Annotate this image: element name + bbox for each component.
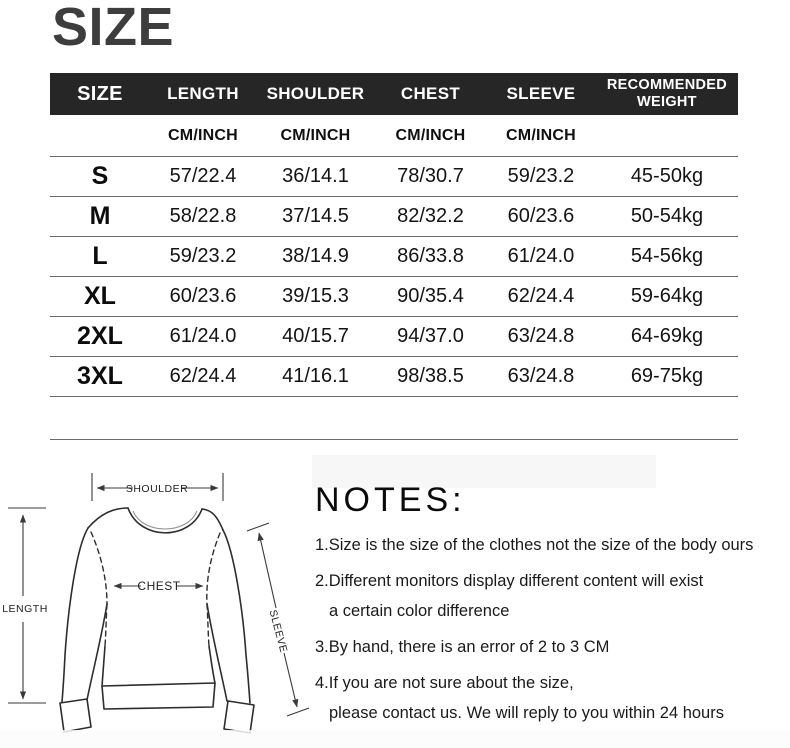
size-label: M: [89, 202, 111, 230]
measurement-cell: 39/15.3: [282, 285, 349, 307]
measurement-cell: 59-64kg: [630, 285, 704, 307]
measurement-cell: 63/24.8: [507, 325, 575, 347]
note-item-2: [315, 570, 787, 622]
bottom-fade-strip: [0, 730, 790, 748]
sleeve-dimension-label: SLEEVE: [266, 608, 290, 654]
measurement-cell: 64-69kg: [630, 325, 704, 347]
measurement-cell: 82/32.2: [397, 205, 464, 227]
measurement-cell: 90/35.4: [397, 285, 464, 307]
measurement-cell: 86/33.8: [397, 245, 464, 267]
column-header-0: SIZE: [77, 82, 123, 105]
table-row-M: [50, 197, 738, 237]
measurement-cell: 78/30.7: [397, 165, 464, 187]
size-table-empty-row: [50, 397, 738, 440]
unit-cell-1: CM/INCH: [168, 126, 238, 144]
measurement-cell: 59/23.2: [169, 245, 237, 267]
size-table-header-row: [50, 73, 738, 115]
table-row-3XL: [50, 357, 738, 397]
table-row-2XL: [50, 317, 738, 357]
size-label: S: [91, 162, 109, 190]
table-row-L: [50, 237, 738, 277]
note-line: 4.If you are not sure about the size,: [315, 674, 574, 692]
size-label: 2XL: [77, 322, 123, 350]
measurement-cell: 54-56kg: [630, 245, 704, 267]
measurement-cell: 41/16.1: [282, 365, 349, 387]
size-label: 3XL: [77, 362, 123, 390]
notes-section: [315, 478, 787, 738]
note-item-4: [315, 672, 787, 724]
sweatshirt-outline: [60, 508, 254, 733]
size-table-body: [50, 157, 738, 397]
note-line: a certain color difference: [329, 602, 510, 620]
shoulder-dimension-label: SHOULDER: [125, 483, 189, 495]
note-line: 1.Size is the size of the clothes not the size of the body ours: [315, 536, 754, 554]
measurement-cell: 60/23.6: [169, 285, 237, 307]
measurement-cell: 40/15.7: [282, 325, 349, 347]
measurement-cell: 61/24.0: [169, 325, 237, 347]
unit-cell-2: CM/INCH: [280, 126, 351, 144]
table-row-XL: [50, 277, 738, 317]
column-header-4: SLEEVE: [506, 84, 576, 103]
measurement-cell: 50-54kg: [630, 205, 704, 227]
chest-dimension-label: CHEST: [137, 579, 181, 593]
note-line: 3.By hand, there is an error of 2 to 3 CM: [315, 638, 610, 656]
measurement-cell: 59/23.2: [507, 165, 575, 187]
size-label: L: [92, 242, 108, 270]
measurement-cell: 58/22.8: [169, 205, 237, 227]
measurement-cell: 38/14.9: [282, 245, 349, 267]
notes-list: [315, 534, 787, 724]
column-header-1: LENGTH: [167, 84, 239, 103]
measurement-cell: 63/24.8: [507, 365, 575, 387]
measurement-cell: 69-75kg: [630, 365, 704, 387]
garment-diagram: [0, 450, 320, 748]
column-header-5: RECOMMENDED WEIGHT: [606, 77, 727, 110]
measurement-cell: 37/14.5: [282, 205, 349, 227]
size-label: XL: [84, 282, 116, 310]
measurement-cell: 94/37.0: [397, 325, 464, 347]
measurement-cell: 62/24.4: [169, 365, 237, 387]
note-line: 2.Different monitors display different content will exist: [315, 572, 704, 590]
measurement-cell: 98/38.5: [397, 365, 464, 387]
page-title: SIZE: [52, 0, 175, 57]
note-item-1: [315, 534, 787, 556]
table-row-S: [50, 157, 738, 197]
size-table-unit-row: [50, 115, 738, 157]
unit-cell-3: CM/INCH: [395, 126, 466, 144]
measurement-cell: 60/23.6: [507, 205, 575, 227]
length-dimension-label: LENGTH: [2, 603, 48, 615]
measurement-cell: 62/24.4: [507, 285, 575, 307]
size-table: [50, 73, 738, 440]
note-item-3: [315, 636, 787, 658]
column-header-2: SHOULDER: [266, 84, 365, 103]
column-header-3: CHEST: [400, 84, 461, 103]
notes-heading: NOTES:: [315, 481, 466, 519]
measurement-cell: 36/14.1: [282, 165, 349, 187]
note-line: please contact us. We will reply to you within 24 hours: [329, 704, 724, 722]
measurement-cell: 57/22.4: [169, 165, 237, 187]
unit-cell-4: CM/INCH: [506, 126, 576, 144]
measurement-cell: 61/24.0: [507, 245, 575, 267]
measurement-cell: 45-50kg: [630, 165, 704, 187]
